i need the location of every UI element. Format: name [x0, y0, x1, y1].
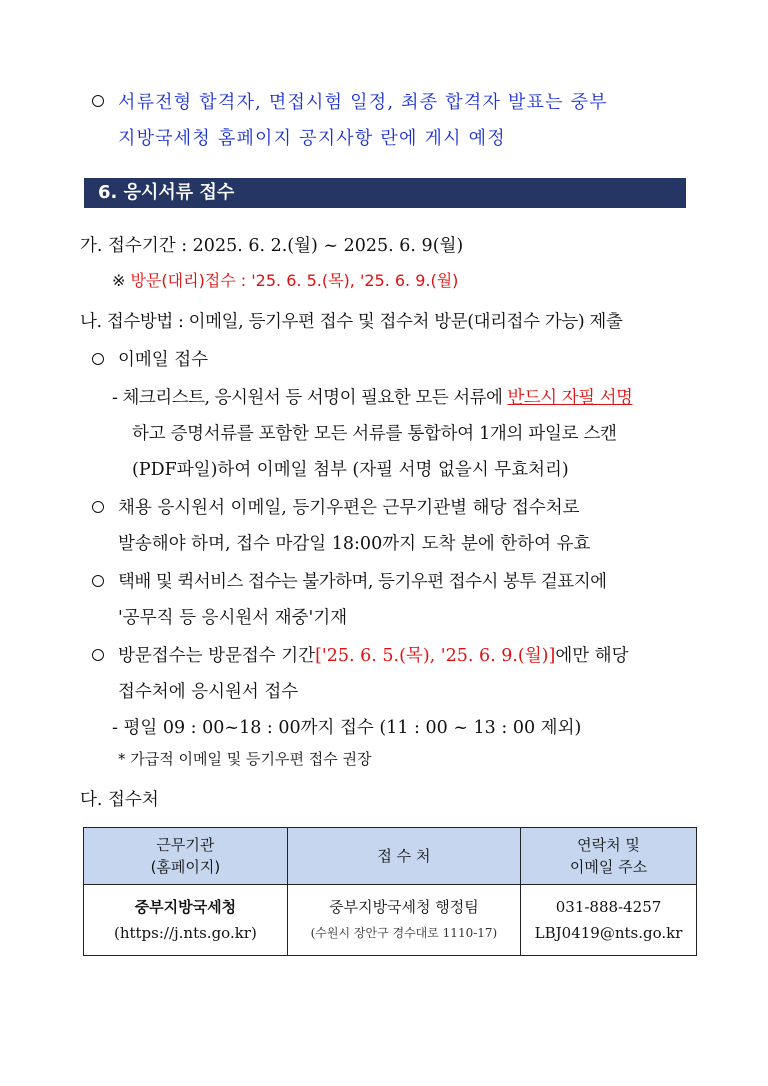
section-heading: 6. 응시서류 접수	[84, 178, 686, 208]
visit-note	[112, 268, 458, 291]
header-contact: 연락처 및 이메일 주소	[521, 828, 697, 885]
reference-mark-icon: ※	[112, 271, 126, 290]
bullet-circle-icon	[92, 353, 104, 365]
signature-emphasis: 반드시 자필 서명	[507, 388, 633, 408]
bullet-circle-icon	[92, 649, 104, 661]
table-header-row	[84, 828, 697, 885]
office-address: (수원시 장안구 경수대로 1110-17)	[310, 926, 498, 940]
visit-note-text: 방문(대리)접수 : '25. 6. 5.(목), '25. 6. 9.(월)	[130, 271, 459, 290]
contact-email[interactable]: LBJ0419@nts.go.kr	[534, 924, 683, 942]
cell-org	[84, 885, 288, 956]
email-instruction-line-2: 하고 증명서류를 포함한 모든 서류를 통합하여 1개의 파일로 스캔	[132, 424, 617, 444]
reception-method: 나. 접수방법 : 이메일, 등기우편 접수 및 접수처 방문(대리접수 가능) 제출	[80, 312, 623, 332]
cell-contact	[521, 885, 697, 956]
bullet-4-line-1: 방문접수는 방문접수 기간['25. 6. 5.(목), '25. 6. 9.(월)]에만 해당	[92, 642, 629, 667]
header-org: 근무기관 (홈페이지)	[84, 828, 288, 885]
weekday-hours: - 평일 09 : 00~18 : 00까지 접수 (11 : 00 ~ 13 : 00 제외)	[112, 718, 582, 738]
visit-period-emphasis: ['25. 6. 5.(목), '25. 6. 9.(월)]	[315, 646, 556, 666]
reception-table	[83, 827, 697, 956]
bullet-2-line-2: 발송해야 하며, 접수 마감일 18:00까지 도착 분에 한하여 유효	[118, 534, 591, 554]
bullet-2-line-1: 채용 응시원서 이메일, 등기우편은 근무기관별 해당 접수처로	[92, 494, 580, 519]
email-instruction-line-3: (PDF파일)하여 이메일 첨부 (자필 서명 없을시 무효처리)	[132, 460, 569, 480]
reception-period: 가. 접수기간 : 2025. 6. 2.(월) ~ 2025. 6. 9(월)	[80, 236, 464, 256]
bullet-4-line-2: 접수처에 응시원서 접수	[118, 682, 299, 702]
bullet-3-line-1: 택배 및 퀵서비스 접수는 불가하며, 등기우편 접수시 봉투 겉표지에	[92, 568, 607, 593]
intro-line-1: 서류전형 합격자, 면접시험 일정, 최종 합격자 발표는 중부	[92, 88, 608, 114]
org-url[interactable]: (https://j.nts.go.kr)	[113, 924, 257, 942]
bullet-circle-icon	[92, 501, 104, 513]
intro-line-2: 지방국세청 홈페이지 공지사항 란에 게시 예정	[118, 128, 506, 149]
bullet-3-line-2: '공무직 등 응시원서 재중'기재	[118, 608, 348, 628]
table-row	[84, 885, 697, 956]
org-name: 중부지방국세청	[134, 898, 237, 916]
reception-place: 다. 접수처	[80, 790, 159, 810]
bullet-circle-icon	[92, 95, 104, 107]
email-heading: 이메일 접수	[92, 346, 208, 371]
contact-phone: 031-888-4257	[555, 898, 662, 916]
header-office: 접 수 처	[287, 828, 520, 885]
recommend-note: * 가급적 이메일 및 등기우편 접수 권장	[118, 750, 372, 768]
office-name: 중부지방국세청 행정팀	[329, 898, 479, 916]
email-instruction-line-1: - 체크리스트, 응시원서 등 서명이 필요한 모든 서류에 반드시 자필 서명	[112, 388, 633, 408]
cell-office	[287, 885, 520, 956]
bullet-circle-icon	[92, 575, 104, 587]
